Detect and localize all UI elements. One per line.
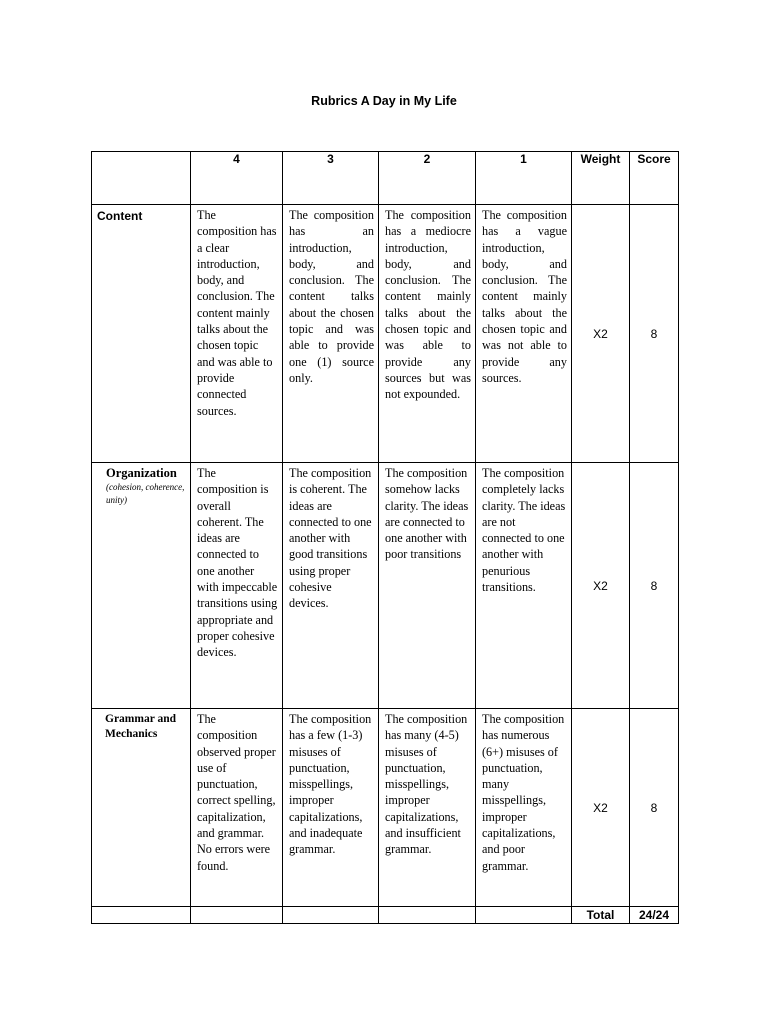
header-score: Score — [630, 152, 679, 205]
criterion-organization — [92, 463, 191, 709]
weight-value: X2 — [572, 205, 630, 463]
total-empty-cell — [191, 907, 283, 924]
table-row — [92, 709, 679, 907]
total-value: 24/24 — [630, 907, 679, 924]
total-empty-cell — [379, 907, 476, 924]
score-value: 8 — [630, 709, 679, 907]
header-level-1: 1 — [476, 152, 572, 205]
document-title: Rubrics A Day in My Life — [311, 94, 457, 108]
total-empty-cell — [283, 907, 379, 924]
level-2-description: The composition somehow lacks clarity. The ideas are connected to one another with poor transitions — [379, 463, 476, 709]
table-row — [92, 463, 679, 709]
level-1-description: The composition has numerous (6+) misuses of punctuation, many misspellings, improper capitalizations, and poor grammar. — [476, 709, 572, 907]
level-1-description: The composition completely lacks clarity. The ideas are not connected to one another with penurious transitions. — [476, 463, 572, 709]
score-value: 8 — [630, 463, 679, 709]
header-row — [92, 152, 679, 205]
total-row — [92, 907, 679, 924]
total-empty-cell — [92, 907, 191, 924]
level-3-description: The composition has a few (1-3) misuses of punctuation, misspellings, improper capitalizations, and inadequate grammar. — [283, 709, 379, 907]
level-4-description: The composition is overall coherent. The ideas are connected to one another with impeccable transitions using appropriate and proper cohesive devices. — [191, 463, 283, 709]
header-level-3: 3 — [283, 152, 379, 205]
level-4-description: The composition observed proper use of punctuation, correct spelling, capitalization, and grammar. No errors were found. — [191, 709, 283, 907]
header-level-2: 2 — [379, 152, 476, 205]
criterion-grammar-mechanics: Grammar and Mechanics — [92, 709, 191, 907]
criterion-label: Organization — [106, 466, 177, 480]
total-empty-cell — [476, 907, 572, 924]
criterion-content: Content — [92, 205, 191, 463]
weight-value: X2 — [572, 709, 630, 907]
header-level-4: 4 — [191, 152, 283, 205]
criterion-subtitle: (cohesion, coherence, unity) — [106, 482, 185, 505]
score-value: 8 — [630, 205, 679, 463]
header-weight: Weight — [572, 152, 630, 205]
level-4-description: The composition has a clear introduction, body, and conclusion. The content mainly talks about the chosen topic and was able to provide connected sources. — [191, 205, 283, 463]
level-1-description: The composition has a vague introduction, body, and conclusion. The content mainly talks about the chosen topic and was not able to provide any sources. — [476, 205, 572, 463]
weight-value: X2 — [572, 463, 630, 709]
rubric-table — [91, 151, 679, 924]
level-3-description: The composition is coherent. The ideas are connected to one another with good transitions using proper cohesive devices. — [283, 463, 379, 709]
table-row — [92, 205, 679, 463]
level-2-description: The composition has a mediocre introduction, body, and conclusion. The content mainly talks about the chosen topic and was able to provide any sources but was not expounded. — [379, 205, 476, 463]
level-3-description: The composition has an introduction, body, and conclusion. The content talks about the chosen topic and was able to provide one (1) source only. — [283, 205, 379, 463]
header-criteria-cell — [92, 152, 191, 205]
level-2-description: The composition has many (4-5) misuses of punctuation, misspellings, improper capitalizations, and insufficient grammar. — [379, 709, 476, 907]
total-label: Total — [572, 907, 630, 924]
